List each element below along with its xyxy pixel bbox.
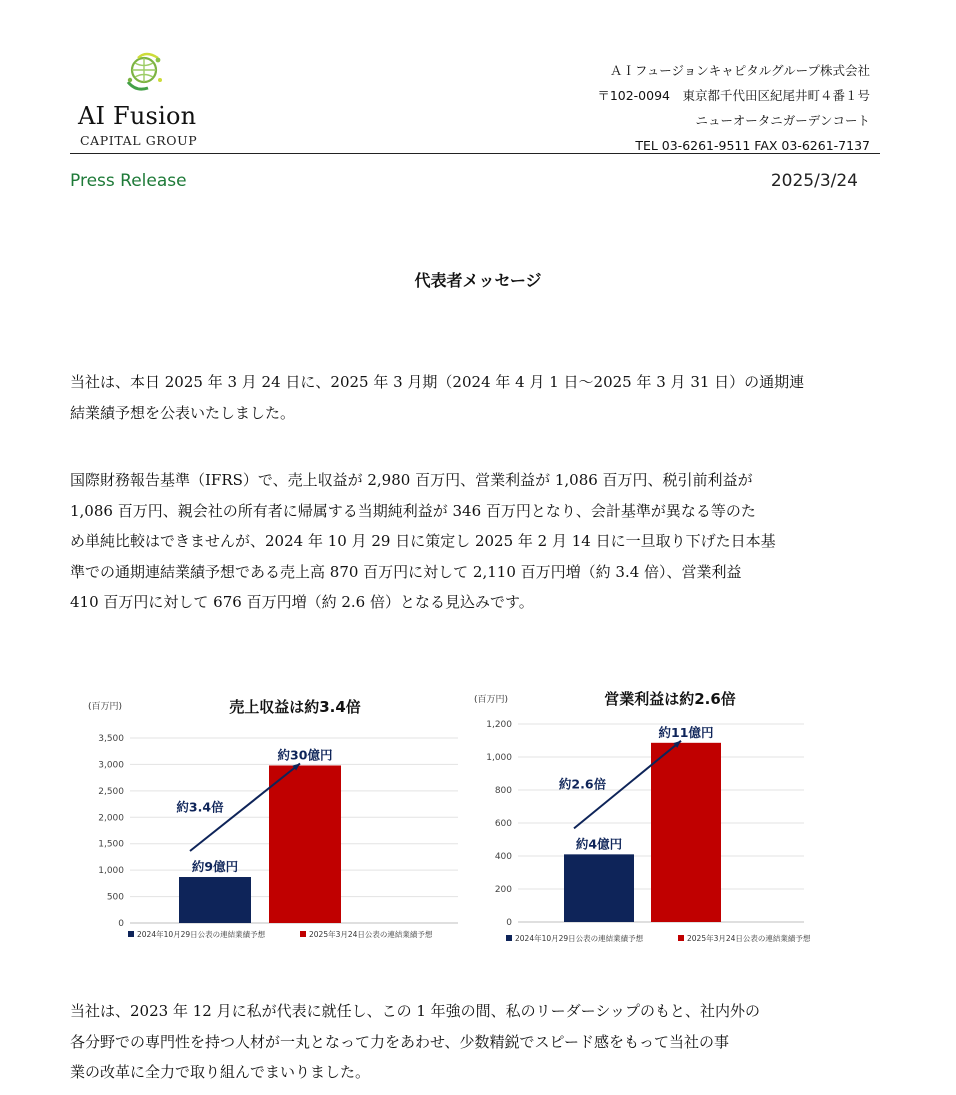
- company-info: [597, 58, 870, 158]
- text-line: 当社は、本日 2025 年 3 月 24 日に、2025 年 3 月期（2024 年 4 月 1 日～2025 年 3 月 31 日）の通期連: [70, 373, 805, 391]
- y-tick-label: 1,500: [98, 839, 124, 850]
- data-label: 約9億円: [191, 859, 239, 875]
- logo-tagline: CAPITAL GROUP: [80, 133, 198, 148]
- text-line: 1,086 百万円、親会社の所有者に帰属する当期純利益が 346 百万円となり、会計基準が異なる等のた: [70, 501, 756, 520]
- logo-wordmark: AI Fusion: [78, 102, 197, 130]
- legend-swatch: [678, 935, 684, 941]
- legend-swatch: [300, 931, 306, 937]
- text-line: 国際財務報告基準（IFRS）で、売上収益が 2,980 百万円、営業利益が 1,086 百万円、税引前利益が: [70, 471, 753, 489]
- legend-swatch: [128, 931, 134, 937]
- data-label: 約30億円: [277, 747, 333, 763]
- y-tick-label: 800: [494, 786, 512, 796]
- y-tick-label: 2,500: [98, 786, 124, 797]
- chart-title: 営業利益は約2.6倍: [604, 690, 736, 708]
- text-line: め単純比較はできませんが、2024 年 10 月 29 日に策定し 2025 年 2 月 14 日に一旦取り下げた日本基: [70, 532, 776, 550]
- text-line: 準での通期連結業績予想である売上高 870 百万円に対して 2,110 百万円増（約 3.4 倍）、営業利益: [70, 562, 742, 581]
- bar-1: [564, 854, 634, 922]
- company-address: 〒102-0094 東京都千代田区紀尾井町４番１号: [597, 88, 870, 103]
- legend-label: 2025年3月24日公表の連結業績予想: [309, 930, 433, 939]
- y-tick-label: 1,000: [486, 753, 512, 763]
- legend-label: 2024年10月29日公表の連結業績予想: [137, 930, 266, 939]
- growth-annotation: 約2.6倍: [558, 776, 607, 792]
- y-tick-label: 600: [494, 819, 512, 829]
- y-tick-label: 200: [494, 885, 512, 895]
- y-tick-label: 3,500: [98, 734, 124, 744]
- text-line: 410 百万円に対して 676 百万円増（約 2.6 倍）となる見込みです。: [70, 593, 534, 611]
- text-line: 業の改革に全力で取り組んでまいりました。: [70, 1063, 371, 1081]
- company-building: ニューオータニガーデンコート: [695, 113, 870, 128]
- growth-annotation: 約3.4倍: [176, 799, 224, 815]
- paragraph-2: [70, 465, 900, 618]
- text-line: 各分野での専門性を持つ人材が一丸となって力をあわせ、少数精鋭でスピード感をもって当社の事: [70, 1032, 729, 1051]
- legend-label: 2024年10月29日公表の連結業績予想: [515, 934, 644, 943]
- revenue-chart: [80, 690, 460, 950]
- chart-title: 売上収益は約3.4倍: [229, 698, 361, 716]
- page-title: 代表者メッセージ: [414, 271, 542, 290]
- paragraph-1: [70, 367, 900, 428]
- legend-label: 2025年3月24日公表の連結業績予想: [687, 934, 811, 943]
- legend-swatch: [506, 935, 512, 941]
- y-tick-label: 1,000: [98, 866, 124, 877]
- ai-fusion-logo-icon: [124, 52, 164, 96]
- y-tick-label: 1,200: [486, 720, 512, 730]
- revenue-chart-svg: [80, 690, 460, 950]
- text-line: 結業績予想を公表いたしました。: [70, 403, 296, 422]
- y-tick-label: 3,000: [98, 760, 124, 771]
- bar-2: [651, 743, 721, 922]
- operating-profit-chart-svg: [470, 690, 830, 950]
- y-tick-label: 500: [106, 892, 124, 903]
- y-axis-unit-label: (百万円): [474, 695, 509, 705]
- bar-2: [269, 765, 341, 923]
- header-divider: [70, 153, 880, 154]
- y-tick-label: 2,000: [98, 813, 124, 824]
- company-name: ＡＩフュージョンキャピタルグループ株式会社: [609, 63, 870, 78]
- paragraph-3: [70, 996, 900, 1088]
- y-tick-label: 400: [494, 852, 512, 862]
- text-line: 当社は、2023 年 12 月に私が代表に就任し、この 1 年強の間、私のリーダーシップのもと、社内外の: [70, 1002, 761, 1020]
- press-release-label: Press Release: [70, 171, 187, 191]
- data-label: 約4億円: [575, 836, 623, 852]
- y-tick-label: 0: [118, 919, 124, 929]
- company-contact: TEL 03-6261-9511 FAX 03-6261-7137: [635, 138, 870, 153]
- y-axis-unit-label: (百万円): [88, 702, 123, 712]
- y-tick-label: 0: [506, 918, 512, 928]
- operating-profit-chart: [470, 690, 830, 950]
- bar-1: [179, 877, 251, 923]
- release-date: 2025/3/24: [770, 171, 858, 191]
- data-label: 約11億円: [658, 724, 714, 740]
